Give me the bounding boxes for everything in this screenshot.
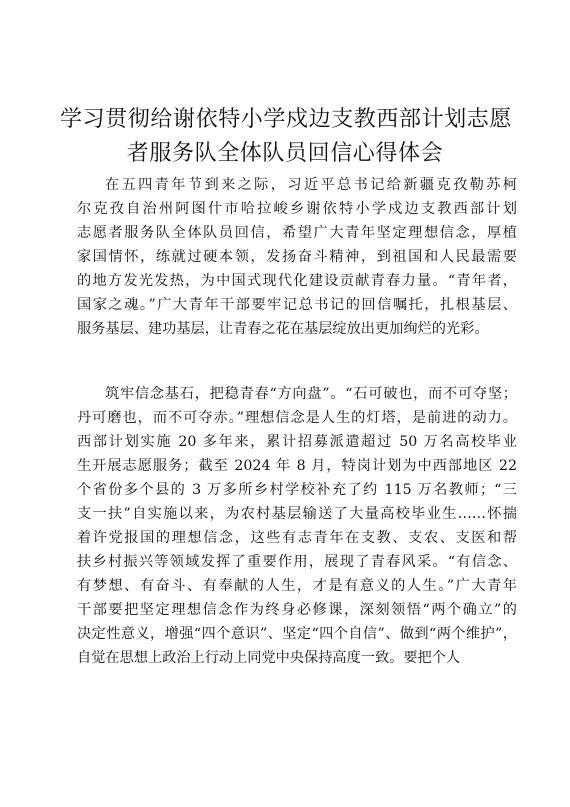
paragraph-line: 决定性意义，增强“四个意识”、坚定“四个自信”、做到“两个维护”， bbox=[77, 626, 517, 642]
paragraph-line: 扶乡村振兴等领域发挥了重要作用，展现了青春风采。“有信念、 bbox=[77, 554, 517, 570]
document-title bbox=[60, 103, 513, 171]
paragraph-line: 的地方发光发热，为中国式现代化建设贡献青春力量。“青年者， bbox=[77, 273, 517, 289]
paragraph-line: 服务基层、建功基层，让青春之花在基层绽放出更加绚烂的光彩。 bbox=[77, 321, 489, 337]
paragraph-line: 丹可磨也，而不可夺赤。”理想信念是人生的灯塔，是前进的动力。 bbox=[77, 410, 517, 426]
paragraph-line: 国家之魂。”广大青年干部要牢记总书记的回信嘱托，扎根基层、 bbox=[77, 297, 517, 313]
paragraph-line: 自觉在思想上政治上行动上同党中央保持高度一致。要把个人 bbox=[77, 650, 461, 666]
paragraph-line: 个省份多个县的 3 万多所乡村学校补充了约 115 万名教师；“三 bbox=[77, 482, 517, 498]
title-line-1: 学习贯彻给谢依特小学戍边支教西部计划志愿 bbox=[60, 107, 513, 132]
paragraph-line: 生开展志愿服务；截至 2024 年 8 月，特岗计划为中西部地区 22 bbox=[77, 458, 517, 474]
paragraph-line: 家国情怀，练就过硬本领，发扬奋斗精神，到祖国和人民最需要 bbox=[77, 249, 517, 265]
paragraph-line: 干部要把坚定理想信念作为终身必修课，深刻领悟“两个确立”的 bbox=[77, 602, 517, 618]
paragraph-line: 在五四青年节到来之际，习近平总书记给新疆克孜勒苏柯 bbox=[105, 177, 517, 193]
paragraph-2 bbox=[77, 382, 517, 670]
paragraph-line: 志愿者服务队全体队员回信，希望广大青年坚定理想信念，厚植 bbox=[77, 225, 517, 241]
paragraph-line: 支一扶”自实施以来，为农村基层输送了大量高校毕业生……怀揣 bbox=[77, 506, 517, 522]
paragraph-line: 筑牢信念基石，把稳青春“方向盘”。“石可破也，而不可夺坚； bbox=[105, 386, 517, 402]
paragraph-line: 着许党报国的理想信念，这些有志青年在支教、支农、支医和帮 bbox=[77, 530, 517, 546]
paragraph-line: 尔克孜自治州阿图什市哈拉峻乡谢依特小学戍边支教西部计划 bbox=[77, 201, 517, 217]
paragraph-1 bbox=[77, 173, 517, 341]
paragraph-line: 西部计划实施 20 多年来，累计招募派遣超过 50 万名高校毕业 bbox=[77, 434, 517, 450]
paragraph-line: 有梦想、有奋斗、有奉献的人生，才是有意义的人生。”广大青年 bbox=[77, 578, 517, 594]
title-line-2: 者服务队全体队员回信心得体会 bbox=[126, 141, 444, 166]
